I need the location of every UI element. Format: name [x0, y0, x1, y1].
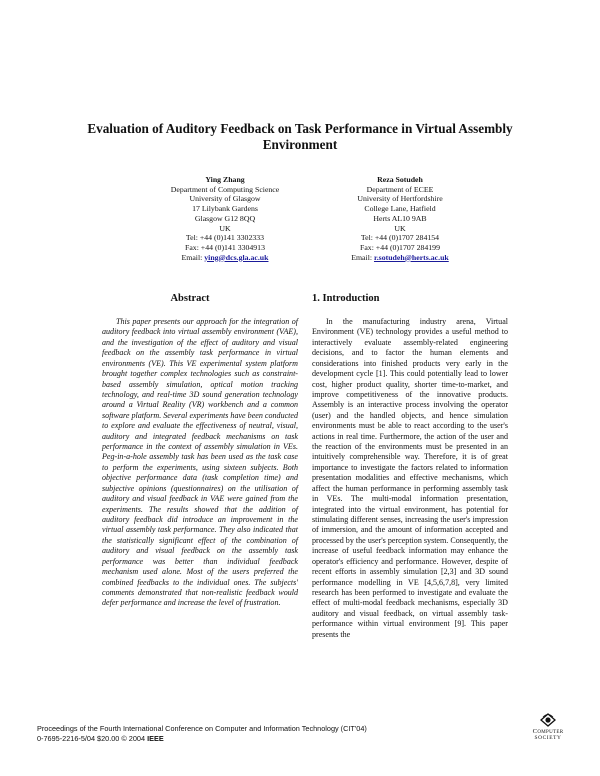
- abstract-column: [102, 317, 298, 609]
- paper-title: Evaluation of Auditory Feedback on Task Performance in Virtual Assembly Environment: [87, 121, 513, 152]
- computer-society-emblem-icon: [538, 713, 558, 727]
- footer-ieee-brand: IEEE: [147, 733, 164, 743]
- author-email-label: Email:: [181, 252, 205, 262]
- author-phone: Tel: +44 (0)1707 284154: [360, 233, 440, 243]
- author-affiliation-line: UK: [219, 223, 231, 233]
- author-affiliation-line: College Lane, Hatfield: [364, 204, 436, 214]
- author-affiliation-line: Department of Computing Science: [170, 184, 280, 194]
- author-affiliation-line: Glasgow G12 8QQ: [194, 213, 256, 223]
- footer-isbn-price: 0-7695-2216-5/04 $20.00 © 2004: [37, 733, 148, 743]
- author-email-row: [315, 253, 485, 263]
- footer-conference-line: Proceedings of the Fourth International Conference on Computer and Information Technology (CIT'04): [37, 724, 367, 733]
- author-phone: Tel: +44 (0)141 3302333: [185, 233, 265, 243]
- author-email-link[interactable]: ying@dcs.gla.ac.uk: [204, 252, 269, 262]
- logo-text-society: SOCIETY: [534, 735, 562, 741]
- abstract-text: This paper presents our approach for the integration of auditory feedback into virtual assembly environment (VAE), and the investigation of the effect of auditory and visual feedback on the assembly task performance in virtual environments (VE). This VE experimental system platform brought together complex technologies such as constraint-based assembly simulation, optical motion tracking technology, and real-time 3D sound generation technology around a Virtual Reality (VR) workbench and a common software platform. Several experiments have been conducted to explore and evaluate the effectiveness of neutral, visual, auditory and integrated feedback mechanisms on task performance in the context of assembly simulation in VEs. Peg-in-a-hole assembly task has been used as the task case to perform the experiments, using sixteen subjects. Both objective performance data (task completion time) and subjective opinions (questionnaires) on the utilisation of auditory and visual feedback in VAE were gained from the experiments. The results showed that the addition of auditory feedback did introduce an improvement in the virtual assembly task performance. They also indicated that the statistically significant effect of the combination of auditory and visual feedback on the assembly task performance was better than individual feedback mechanism used alone. Most of the users preferred the combined feedbacks to the individual ones. The subjects' comments demonstrated that non-realistic feedback would defer performance and increase the level of frustration.: [102, 317, 298, 608]
- computer-society-logo: [520, 713, 576, 741]
- author-fax: Fax: +44 (0)1707 284199: [360, 242, 440, 252]
- introduction-heading: 1. Introduction: [312, 293, 380, 304]
- author-affiliation-line: Herts AL10 9AB: [373, 213, 427, 223]
- author-email-link[interactable]: r.sotudeh@herts.ac.uk: [373, 252, 449, 262]
- abstract-heading: Abstract: [170, 293, 210, 304]
- introduction-column: [312, 317, 508, 640]
- author-block-2: [315, 175, 485, 262]
- author-email-row: [140, 253, 310, 263]
- author-block-1: [140, 175, 310, 262]
- author-email-label: Email:: [351, 252, 374, 262]
- author-name: Ying Zhang: [205, 175, 245, 184]
- author-affiliation-line: University of Glasgow: [189, 194, 261, 204]
- author-name: Reza Sotudeh: [377, 175, 423, 184]
- author-fax: Fax: +44 (0)141 3304913: [185, 242, 265, 252]
- proceedings-footer: [37, 724, 477, 743]
- introduction-text: In the manufacturing industry arena, Virtual Environment (VE) technology provides a useful method to interactively evaluate assembly-related engineering decisions, and to factor the human elements and considerations into finished products very early in the development cycle [1]. This could potentially lead to lower cost, higher product quality, shorter time-to-market, and improve competitiveness of the innovative products. Assembly is an interactive process involving the operator (user) and the handled objects, and hence simulation environments must be able to react according to the user's actions in real time. Furthermore, the action of the user and the reaction of the environments must be presented in an intuitively comprehensible way. Therefore, it is of great importance to investigate the factors related to information presentation modalities and effective mechanisms, which affect the human performance in performing assembly task in VEs. The multi-modal information presentation, integrated into the virtual environment, has potential for stimulating different senses, increasing the user's impression of immersion, and the amount of information accepted and processed by the user's perception system. Consequently, the increase of useful feedback information may enhance the operator's efficiency and performance. However, despite of recent efforts in assembly simulation [2,3] and 3D sound performance modelling in VE [4,5,6,7,8], very limited research has been performed to investigate and evaluate the effect of multi-modal feedback mechanisms, especially 3D auditory and visual feedback, on virtual assembly task-performance within virtual environment [9]. This paper presents the: [312, 317, 508, 639]
- author-affiliation-line: 17 Lilybank Gardens: [192, 204, 258, 214]
- author-affiliation-line: Department of ECEE: [366, 184, 434, 194]
- logo-text-computer: Computer: [532, 728, 564, 735]
- author-affiliation-line: University of Hertfordshire: [357, 194, 443, 204]
- footer-copyright-line: [37, 734, 477, 744]
- author-affiliation-line: UK: [394, 223, 406, 233]
